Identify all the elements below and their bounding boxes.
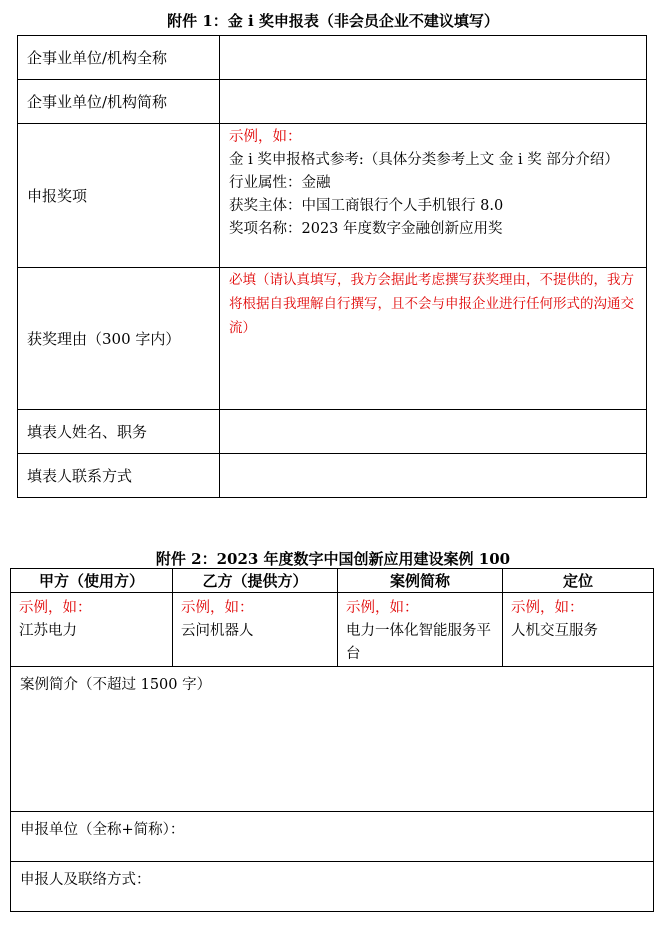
case-name-example-label: 示例，如：	[346, 600, 419, 616]
award-item-label: 申报奖项	[18, 124, 220, 268]
applicant-contact-label: 申报人及联络方式：	[20, 872, 151, 888]
award-reason-label: 获奖理由（300 字内）	[18, 268, 220, 410]
org-fullname-field[interactable]	[220, 36, 647, 80]
award-format-line: 金 i 奖申报格式参考:（具体分类参考上文 金 i 奖 部分介绍）	[229, 152, 619, 168]
org-shortname-label: 企事业单位/机构简称	[18, 80, 220, 124]
attachment1-title: 附件 1：金 i 奖申报表（非会员企业不建议填写）	[167, 12, 499, 30]
party-a-cell[interactable]	[11, 593, 173, 667]
filler-name-title-label: 填表人姓名、职务	[18, 410, 220, 454]
award-reason-note: 必填（请认真填写，我方会据此考虑撰写获奖理由，不提供的，我方将根据自我理解自行撰写，且不会与申报企业进行任何形式的沟通交流）	[229, 272, 634, 336]
case-name-cell[interactable]	[338, 593, 503, 667]
party-b-example: 云问机器人	[181, 623, 254, 639]
award-name-line: 奖项名称：2023 年度数字金融创新应用奖	[229, 221, 503, 237]
party-a-example-label: 示例，如：	[19, 600, 92, 616]
party-b-cell[interactable]	[173, 593, 338, 667]
positioning-example-label: 示例，如：	[511, 600, 584, 616]
award-industry-line: 行业属性：金融	[229, 175, 331, 191]
attachment2-title: 附件 2：2023 年度数字中国创新应用建设案例 100	[155, 550, 511, 568]
award-application-table	[17, 35, 647, 498]
award-subject-line: 获奖主体：中国工商银行个人手机银行 8.0	[229, 198, 504, 214]
applicant-unit-field[interactable]	[11, 812, 654, 862]
org-shortname-field[interactable]	[220, 80, 647, 124]
org-fullname-label: 企事业单位/机构全称	[18, 36, 220, 80]
filler-contact-label: 填表人联系方式	[18, 454, 220, 498]
filler-contact-field[interactable]	[220, 454, 647, 498]
header-case-name: 案例简称	[338, 569, 503, 593]
party-b-example-label: 示例，如：	[181, 600, 254, 616]
award-item-field[interactable]	[220, 124, 647, 268]
positioning-cell[interactable]	[503, 593, 654, 667]
header-positioning: 定位	[503, 569, 654, 593]
award-reason-field[interactable]	[220, 268, 647, 410]
applicant-unit-label: 申报单位（全称+简称）：	[20, 822, 185, 838]
filler-name-title-field[interactable]	[220, 410, 647, 454]
header-party-b: 乙方（提供方）	[173, 569, 338, 593]
party-a-example: 江苏电力	[19, 623, 77, 639]
case-name-example: 电力一体化智能服务平台	[346, 623, 491, 662]
applicant-contact-field[interactable]	[11, 862, 654, 912]
case-intro-label: 案例简介（不超过 1500 字）	[20, 677, 212, 693]
case-intro-field[interactable]	[11, 667, 654, 812]
case-application-table	[10, 568, 654, 912]
award-example-label: 示例，如：	[229, 129, 302, 145]
positioning-example: 人机交互服务	[511, 623, 598, 639]
header-party-a: 甲方（使用方）	[11, 569, 173, 593]
